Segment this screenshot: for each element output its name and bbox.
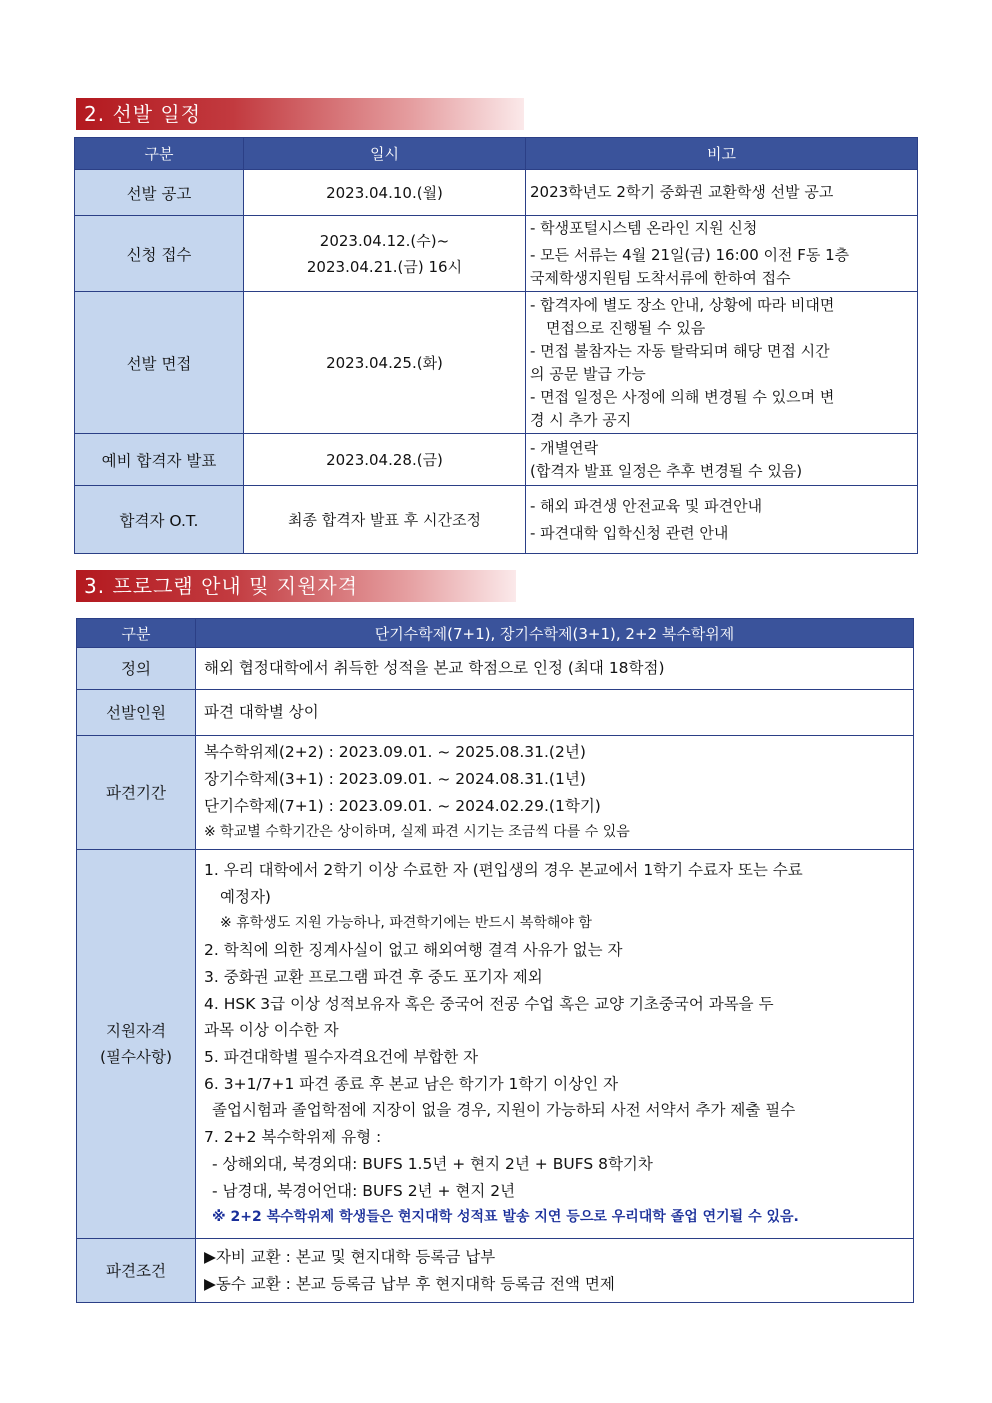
eligibility-line: - 상해외대, 북경외대: BUFS 1.5년 + 현지 2년 + BUFS 8학기차 [212,1154,653,1173]
eligibility-line: 1. 우리 대학에서 2학기 이상 수료한 자 (편입생의 경우 본교에서 1학기 수료자 또는 수료 [204,861,803,880]
row-date: 2023.04.10.(월) [244,170,526,216]
row-label: 예비 합격자 발표 [75,434,244,486]
eligibility-content [196,850,914,1239]
row-notes [526,292,918,434]
row-date [244,216,526,292]
note-line: 의 공문 발급 가능 [530,364,646,383]
table-row [75,292,918,434]
table-row [75,486,918,554]
eligibility-line: 6. 3+1/7+1 파견 종료 후 본교 남은 학기가 1학기 이상인 자 [204,1074,619,1093]
row-label: 신청 접수 [75,216,244,292]
row-date: 2023.04.28.(금) [244,434,526,486]
eligibility-line: 4. HSK 3급 이상 성적보유자 혹은 중국어 전공 수업 혹은 교양 기초중국어 과목을 두 [204,994,774,1013]
period-line: 장기수학제(3+1) : 2023.09.01. ~ 2024.08.31.(1년) [204,769,586,788]
row-date: 2023.04.25.(화) [244,292,526,434]
row-notes [526,170,918,216]
eligibility-warning: ※ 2+2 복수학위제 학생들은 현지대학 성적표 발송 지연 등으로 우리대학 졸업 연기될 수 있음. [212,1209,799,1226]
header-date: 일시 [244,138,526,170]
definition-label: 정의 [77,648,196,690]
table-row [77,850,914,1239]
row-notes [526,216,918,292]
header-remarks: 비고 [526,138,918,170]
note-line: 2023학년도 2학기 중화권 교환학생 선발 공고 [530,183,834,201]
eligibility-line: 2. 학칙에 의한 징계사실이 없고 해외여행 결격 사유가 없는 자 [204,941,623,960]
table-row [77,648,914,690]
eligibility-label [77,850,196,1239]
definition-text: 해외 협정대학에서 취득한 성적을 본교 학점으로 인정 (최대 18학점) [196,648,914,690]
conditions-content [196,1239,914,1303]
period-content [196,736,914,850]
eligibility-line: 7. 2+2 복수학위제 유형 : [204,1128,382,1147]
row-notes [526,434,918,486]
selection-label: 선발인원 [77,690,196,736]
row-label: 선발 공고 [75,170,244,216]
row-label: 합격자 O.T. [75,486,244,554]
header-program: 단기수학제(7+1), 장기수학제(3+1), 2+2 복수학위제 [196,619,914,648]
eligibility-line: ※ 휴학생도 지원 가능하나, 파견학기에는 반드시 복학해야 함 [220,915,592,932]
section-2-title: 2. 선발 일정 [76,98,524,130]
eligibility-label-line: (필수사항) [100,1048,172,1066]
note-line: 면접으로 진행될 수 있음 [546,318,706,337]
conditions-line: ▶자비 교환 : 본교 및 현지대학 등록금 납부 [204,1247,496,1266]
table-row [77,736,914,850]
table-row [77,1239,914,1303]
header-category: 구분 [75,138,244,170]
eligibility-line: 과목 이상 이수한 자 [204,1021,339,1040]
period-label: 파견기간 [77,736,196,850]
date-line: 2023.04.21.(금) 16시 [306,257,463,276]
note-line: 경 시 추가 공지 [530,410,632,429]
eligibility-line: 3. 중화권 교환 프로그램 파견 후 중도 포기자 제외 [204,967,543,986]
conditions-label: 파견조건 [77,1239,196,1303]
table-header-row [75,138,918,170]
note-line: (합격자 발표 일정은 추후 변경될 수 있음) [530,461,803,480]
row-label: 선발 면접 [75,292,244,434]
period-line: 단기수학제(7+1) : 2023.09.01. ~ 2024.02.29.(1학기) [204,796,601,815]
note-line: - 해외 파견생 안전교육 및 파견안내 [530,496,763,515]
table-header-row [77,619,914,648]
eligibility-label-line: 지원자격 [106,1022,166,1040]
note-line: - 파견대학 입학신청 관련 안내 [530,523,729,542]
table-row [75,170,918,216]
table-row [75,434,918,486]
note-line: - 합격자에 별도 장소 안내, 상황에 따라 비대면 [530,295,835,314]
note-line: - 개별연락 [530,438,599,457]
selection-text: 파견 대학별 상이 [196,690,914,736]
header-category: 구분 [77,619,196,648]
note-line: - 면접 일정은 사정에 의해 변경될 수 있으며 변 [530,387,835,406]
section-3-title: 3. 프로그램 안내 및 지원자격 [76,570,516,602]
eligibility-line: 5. 파견대학별 필수자격요건에 부합한 자 [204,1048,479,1066]
note-line: - 학생포털시스템 온라인 지원 신청 [530,219,758,237]
note-line: - 모든 서류는 4월 21일(금) 16:00 이전 F동 1층 [530,246,850,264]
conditions-line: ▶동수 교환 : 본교 등록금 납부 후 현지대학 등록금 전액 면제 [204,1274,615,1293]
row-notes [526,486,918,554]
eligibility-line: 예정자) [220,887,271,906]
note-line: - 면접 불참자는 자동 탈락되며 해당 면접 시간 [530,341,830,360]
table-row [77,690,914,736]
note-line: 국제학생지원팀 도착서류에 한하여 접수 [530,269,791,287]
table-row [75,216,918,292]
row-date: 최종 합격자 발표 후 시간조정 [244,486,526,554]
date-line: 2023.04.12.(수)~ [319,231,450,250]
eligibility-line: 졸업시험과 졸업학점에 지장이 없을 경우, 지원이 가능하되 사전 서약서 추가 제출 필수 [212,1101,796,1120]
period-note: ※ 학교별 수학기간은 상이하며, 실제 파견 시기는 조금씩 다를 수 있음 [204,824,630,841]
period-line: 복수학위제(2+2) : 2023.09.01. ~ 2025.08.31.(2년) [204,743,586,762]
selection-schedule-table [74,137,918,554]
program-eligibility-table [76,618,914,1303]
eligibility-line: - 남경대, 북경어언대: BUFS 2년 + 현지 2년 [212,1181,516,1200]
